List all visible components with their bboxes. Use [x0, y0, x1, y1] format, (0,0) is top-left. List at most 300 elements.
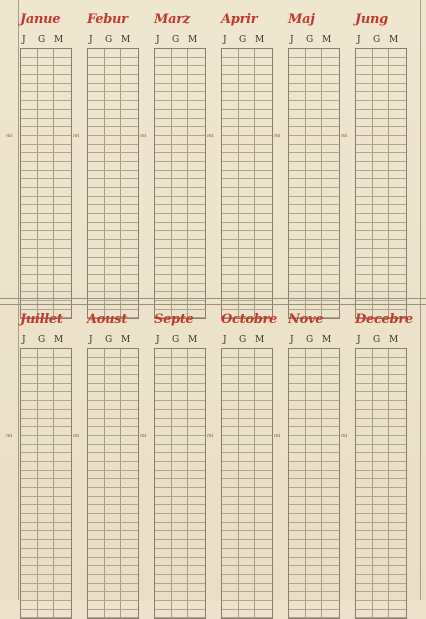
- day-row: [289, 249, 339, 258]
- day-grid: [20, 48, 72, 319]
- day-row: [155, 205, 205, 214]
- day-row: [222, 58, 272, 67]
- day-row: [155, 427, 205, 436]
- day-row: [21, 488, 71, 497]
- day-row: [222, 231, 272, 240]
- day-row: [88, 119, 138, 128]
- day-row: [155, 610, 205, 619]
- day-row: [155, 549, 205, 558]
- day-row: [222, 179, 272, 188]
- day-row: [289, 358, 339, 367]
- month-title: Febur: [87, 12, 128, 27]
- day-row: [222, 197, 272, 206]
- day-row: [289, 49, 339, 58]
- day-row: [222, 275, 272, 284]
- month-title: Janue: [20, 12, 61, 27]
- day-row: [222, 471, 272, 480]
- day-row: [356, 601, 406, 610]
- day-row: [222, 392, 272, 401]
- day-grid: [154, 48, 206, 319]
- day-row: [289, 610, 339, 619]
- margin-note: mi: [6, 433, 13, 439]
- day-row: [88, 275, 138, 284]
- day-row: [155, 214, 205, 223]
- day-grid: [355, 48, 407, 319]
- divider-rule: [0, 298, 426, 299]
- day-row: [21, 419, 71, 428]
- day-row: [222, 479, 272, 488]
- day-row: [356, 127, 406, 136]
- day-row: [356, 119, 406, 128]
- column-header: [87, 34, 137, 46]
- day-row: [289, 549, 339, 558]
- day-row: [222, 610, 272, 619]
- day-row: [356, 145, 406, 154]
- day-row: [289, 584, 339, 593]
- day-row: [88, 292, 138, 301]
- day-row: [356, 410, 406, 419]
- day-row: [155, 179, 205, 188]
- day-row: [155, 349, 205, 358]
- day-row: [289, 275, 339, 284]
- day-row: [289, 427, 339, 436]
- day-row: [155, 284, 205, 293]
- day-row: [21, 410, 71, 419]
- day-row: [356, 75, 406, 84]
- day-row: [88, 58, 138, 67]
- day-row: [155, 153, 205, 162]
- day-row: [356, 214, 406, 223]
- day-row: [222, 162, 272, 171]
- day-row: [155, 540, 205, 549]
- day-row: [88, 66, 138, 75]
- day-row: [21, 75, 71, 84]
- day-row: [155, 419, 205, 428]
- day-row: [155, 445, 205, 454]
- day-row: [155, 119, 205, 128]
- day-row: [88, 179, 138, 188]
- month-title: Decebre: [355, 312, 413, 327]
- day-row: [356, 558, 406, 567]
- day-row: [88, 153, 138, 162]
- column-header-label: G: [373, 35, 381, 45]
- day-row: [155, 392, 205, 401]
- day-row: [21, 610, 71, 619]
- day-row: [21, 214, 71, 223]
- day-row: [88, 384, 138, 393]
- day-row: [155, 497, 205, 506]
- column-header-label: M: [389, 35, 399, 45]
- day-row: [356, 375, 406, 384]
- day-row: [155, 575, 205, 584]
- day-row: [21, 427, 71, 436]
- day-row: [222, 92, 272, 101]
- column-header-label: G: [306, 335, 314, 345]
- day-row: [222, 110, 272, 119]
- day-row: [222, 349, 272, 358]
- day-row: [155, 162, 205, 171]
- day-row: [155, 58, 205, 67]
- day-row: [356, 171, 406, 180]
- day-row: [88, 266, 138, 275]
- column-header-label: M: [188, 35, 198, 45]
- day-row: [356, 427, 406, 436]
- day-row: [88, 240, 138, 249]
- day-row: [356, 575, 406, 584]
- margin-note: mi: [274, 433, 281, 439]
- day-row: [356, 497, 406, 506]
- day-row: [155, 479, 205, 488]
- day-row: [155, 101, 205, 110]
- day-row: [88, 101, 138, 110]
- day-row: [356, 292, 406, 301]
- day-row: [88, 575, 138, 584]
- column-header: [154, 334, 204, 346]
- day-row: [289, 84, 339, 93]
- day-row: [155, 401, 205, 410]
- day-row: [21, 205, 71, 214]
- day-row: [88, 549, 138, 558]
- day-row: [88, 366, 138, 375]
- day-row: [356, 162, 406, 171]
- day-row: [289, 366, 339, 375]
- day-grid: [87, 48, 139, 319]
- day-grid: [355, 348, 407, 619]
- day-row: [155, 258, 205, 267]
- day-row: [222, 436, 272, 445]
- day-row: [289, 266, 339, 275]
- day-row: [88, 540, 138, 549]
- day-row: [289, 505, 339, 514]
- day-row: [289, 92, 339, 101]
- day-row: [289, 127, 339, 136]
- day-row: [356, 240, 406, 249]
- day-row: [21, 58, 71, 67]
- month-title: Maj: [288, 12, 315, 27]
- day-row: [356, 249, 406, 258]
- day-row: [356, 179, 406, 188]
- column-header-label: M: [255, 335, 265, 345]
- day-row: [155, 523, 205, 532]
- column-header-label: J: [223, 35, 227, 45]
- day-row: [155, 601, 205, 610]
- day-row: [289, 153, 339, 162]
- day-row: [21, 188, 71, 197]
- day-row: [21, 505, 71, 514]
- column-header: [221, 334, 271, 346]
- day-row: [21, 249, 71, 258]
- day-row: [155, 375, 205, 384]
- day-row: [88, 214, 138, 223]
- day-row: [21, 497, 71, 506]
- day-row: [155, 223, 205, 232]
- margin-note: mi: [341, 133, 348, 139]
- margin-note: mi: [274, 133, 281, 139]
- day-row: [155, 471, 205, 480]
- day-row: [356, 58, 406, 67]
- day-row: [289, 384, 339, 393]
- day-row: [155, 366, 205, 375]
- day-row: [356, 384, 406, 393]
- day-row: [289, 284, 339, 293]
- column-header-label: J: [22, 335, 26, 345]
- day-row: [21, 584, 71, 593]
- margin-note: mi: [341, 433, 348, 439]
- day-row: [21, 258, 71, 267]
- day-row: [222, 66, 272, 75]
- day-row: [356, 401, 406, 410]
- day-row: [155, 462, 205, 471]
- day-row: [222, 566, 272, 575]
- day-row: [289, 292, 339, 301]
- column-header-label: G: [105, 335, 113, 345]
- day-row: [222, 101, 272, 110]
- day-row: [289, 462, 339, 471]
- day-row: [155, 231, 205, 240]
- day-row: [222, 292, 272, 301]
- column-header: [20, 334, 70, 346]
- column-header-label: J: [357, 335, 361, 345]
- day-row: [289, 171, 339, 180]
- column-header-label: M: [54, 35, 64, 45]
- column-header-label: J: [89, 35, 93, 45]
- column-header-label: G: [38, 335, 46, 345]
- day-row: [356, 266, 406, 275]
- day-row: [21, 171, 71, 180]
- day-row: [289, 205, 339, 214]
- day-row: [356, 584, 406, 593]
- day-row: [21, 601, 71, 610]
- day-row: [88, 453, 138, 462]
- column-header: [288, 334, 338, 346]
- day-row: [289, 188, 339, 197]
- day-row: [21, 514, 71, 523]
- day-row: [289, 214, 339, 223]
- day-row: [155, 171, 205, 180]
- divider-rule: [0, 304, 426, 305]
- day-row: [356, 610, 406, 619]
- day-row: [289, 110, 339, 119]
- day-row: [222, 284, 272, 293]
- day-row: [289, 258, 339, 267]
- day-row: [21, 101, 71, 110]
- day-row: [21, 153, 71, 162]
- day-row: [155, 275, 205, 284]
- day-row: [356, 531, 406, 540]
- column-header-label: M: [188, 335, 198, 345]
- day-row: [222, 136, 272, 145]
- day-row: [155, 188, 205, 197]
- day-row: [356, 284, 406, 293]
- column-header: [87, 334, 137, 346]
- day-row: [356, 349, 406, 358]
- bottom-half-table: [6, 308, 420, 596]
- day-row: [155, 127, 205, 136]
- day-row: [88, 427, 138, 436]
- day-row: [289, 471, 339, 480]
- column-header-label: M: [322, 335, 332, 345]
- margin-note: mi: [140, 433, 147, 439]
- month-title: Septe: [154, 312, 194, 327]
- column-header: [221, 34, 271, 46]
- day-row: [155, 436, 205, 445]
- day-row: [88, 505, 138, 514]
- day-row: [289, 162, 339, 171]
- day-row: [21, 375, 71, 384]
- column-header: [355, 34, 405, 46]
- day-row: [289, 453, 339, 462]
- day-row: [155, 358, 205, 367]
- day-row: [222, 488, 272, 497]
- margin-note: mi: [207, 433, 214, 439]
- day-grid: [288, 348, 340, 619]
- month-title: Aprir: [221, 12, 258, 27]
- day-row: [356, 197, 406, 206]
- day-row: [356, 223, 406, 232]
- day-row: [21, 540, 71, 549]
- day-row: [356, 453, 406, 462]
- day-row: [356, 231, 406, 240]
- day-row: [222, 419, 272, 428]
- frame-line: [18, 0, 19, 600]
- day-row: [289, 75, 339, 84]
- day-row: [356, 445, 406, 454]
- day-row: [222, 549, 272, 558]
- column-header-label: G: [105, 35, 113, 45]
- day-row: [222, 540, 272, 549]
- day-row: [155, 566, 205, 575]
- day-row: [356, 479, 406, 488]
- day-row: [88, 127, 138, 136]
- day-row: [88, 419, 138, 428]
- day-row: [155, 488, 205, 497]
- day-row: [155, 197, 205, 206]
- day-row: [356, 110, 406, 119]
- day-row: [88, 84, 138, 93]
- column-header: [154, 34, 204, 46]
- day-row: [21, 558, 71, 567]
- day-row: [88, 358, 138, 367]
- day-row: [155, 92, 205, 101]
- day-row: [88, 249, 138, 258]
- day-row: [356, 419, 406, 428]
- column-header-label: G: [38, 35, 46, 45]
- day-row: [289, 558, 339, 567]
- day-row: [356, 366, 406, 375]
- day-row: [356, 523, 406, 532]
- day-row: [21, 145, 71, 154]
- day-row: [21, 349, 71, 358]
- day-row: [88, 601, 138, 610]
- day-row: [88, 471, 138, 480]
- day-row: [88, 197, 138, 206]
- day-row: [222, 523, 272, 532]
- day-row: [222, 505, 272, 514]
- day-grid: [20, 348, 72, 619]
- day-row: [356, 84, 406, 93]
- day-row: [21, 453, 71, 462]
- day-row: [289, 488, 339, 497]
- day-row: [88, 566, 138, 575]
- day-row: [289, 223, 339, 232]
- day-row: [155, 505, 205, 514]
- day-row: [289, 601, 339, 610]
- column-header: [355, 334, 405, 346]
- day-row: [21, 479, 71, 488]
- day-row: [222, 445, 272, 454]
- day-row: [88, 205, 138, 214]
- day-row: [21, 92, 71, 101]
- day-row: [88, 610, 138, 619]
- day-row: [289, 231, 339, 240]
- day-row: [356, 514, 406, 523]
- day-row: [356, 275, 406, 284]
- day-row: [222, 410, 272, 419]
- day-row: [222, 188, 272, 197]
- day-row: [222, 384, 272, 393]
- day-row: [289, 523, 339, 532]
- day-row: [21, 136, 71, 145]
- day-row: [222, 427, 272, 436]
- day-row: [155, 531, 205, 540]
- margin-note: mi: [207, 133, 214, 139]
- day-row: [88, 188, 138, 197]
- day-row: [21, 266, 71, 275]
- day-row: [289, 479, 339, 488]
- column-header-label: G: [172, 35, 180, 45]
- day-row: [222, 375, 272, 384]
- day-row: [222, 514, 272, 523]
- day-row: [155, 75, 205, 84]
- day-row: [88, 231, 138, 240]
- day-row: [222, 249, 272, 258]
- day-row: [356, 566, 406, 575]
- day-row: [289, 497, 339, 506]
- day-row: [88, 558, 138, 567]
- day-row: [21, 292, 71, 301]
- day-row: [21, 275, 71, 284]
- day-row: [21, 401, 71, 410]
- day-row: [155, 66, 205, 75]
- day-row: [88, 75, 138, 84]
- day-row: [21, 231, 71, 240]
- day-row: [155, 84, 205, 93]
- day-row: [21, 445, 71, 454]
- day-row: [289, 419, 339, 428]
- day-row: [289, 375, 339, 384]
- column-header-label: G: [172, 335, 180, 345]
- day-row: [21, 366, 71, 375]
- day-row: [356, 136, 406, 145]
- column-header-label: G: [239, 35, 247, 45]
- top-half-table: [6, 8, 420, 293]
- day-grid: [87, 348, 139, 619]
- day-row: [356, 471, 406, 480]
- day-row: [222, 145, 272, 154]
- day-row: [21, 531, 71, 540]
- day-row: [21, 119, 71, 128]
- day-row: [21, 66, 71, 75]
- month-title: Aoust: [87, 312, 128, 327]
- day-row: [155, 249, 205, 258]
- margin-note: mi: [140, 133, 147, 139]
- column-header-label: J: [290, 335, 294, 345]
- day-row: [356, 153, 406, 162]
- column-header-label: M: [121, 35, 131, 45]
- day-row: [21, 358, 71, 367]
- day-row: [21, 84, 71, 93]
- day-row: [88, 523, 138, 532]
